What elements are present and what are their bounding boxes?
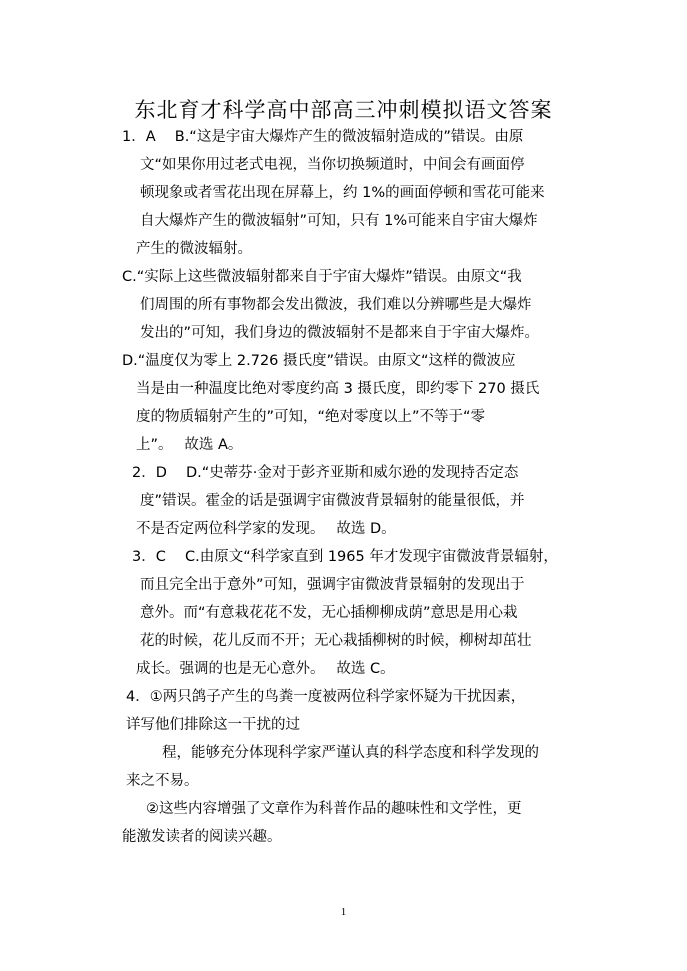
answer-1d-line-2: 当是由一种温度比绝对零度约高 3 摄氏度，即约零下 270 摄氏 <box>136 381 540 397</box>
page-number: 1 <box>340 906 347 918</box>
answer-1c-line-3: 发出的”可知，我们身边的微波辐射不是都来自于宇宙大爆炸。 <box>140 325 540 341</box>
answer-1-line-4: 自大爆炸产生的微波辐射”可知，只有 1%可能来自宇宙大爆炸 <box>140 213 538 229</box>
document-title: 东北育才科学高中部高三冲刺模拟语文答案 <box>134 98 553 122</box>
answer-1-line-2: 文“如果你用过老式电视，当你切换频道时，中间会有画面停 <box>140 157 525 173</box>
answer-1d-line-4: 上”。 故选 A。 <box>136 437 243 453</box>
answer-4-line-5: ②这些内容增强了文章作为科普作品的趣味性和文学性，更 <box>146 801 522 817</box>
answer-4-line-1: 4．①两只鸽子产生的鸟粪一度被两位科学家怀疑为干扰因素， <box>126 689 526 705</box>
answer-1d-line-1: D.“温度仅为零上 2.726 摄氏度”错误。由原文“这样的微波应 <box>122 353 516 369</box>
answer-1-line-3: 顿现象或者雪花出现在屏幕上，约 1%的画面停顿和雪花可能来 <box>140 185 545 201</box>
answer-1-line-5: 产生的微波辐射。 <box>136 241 252 257</box>
answer-4-line-2: 详写他们排除这一干扰的过 <box>126 717 300 733</box>
answer-3-line-1: 3．C C.由原文“科学家直到 1965 年才发现宇宙微波背景辐射， <box>132 549 558 565</box>
answer-1c-line-2: 们周围的所有事物都会发出微波，我们难以分辨哪些是大爆炸 <box>140 297 532 313</box>
answer-4-line-4: 来之不易。 <box>126 773 199 789</box>
answer-3-line-2: 而且完全出于意外”可知，强调宇宙微波背景辐射的发现出于 <box>140 577 525 593</box>
answer-4-line-6: 能激发读者的阅读兴趣。 <box>122 829 282 845</box>
answer-3-line-5: 成长。强调的也是无心意外。 故选 C。 <box>136 661 395 677</box>
answer-1-line-1: 1．A B.“这是宇宙大爆炸产生的微波辐射造成的”错误。由原 <box>122 129 524 145</box>
answer-4-line-3: 程，能够充分体现科学家严谨认真的科学态度和科学发现的 <box>162 745 539 761</box>
answer-3-line-3: 意外。而“有意栽花花不发，无心插柳柳成荫”意思是用心栽 <box>140 605 518 621</box>
answer-2-line-2: 度”错误。霍金的话是强调宇宙微波背景辐射的能量很低，并 <box>140 493 525 509</box>
answer-3-line-4: 花的时候，花儿反而不开；无心栽插柳树的时候，柳树却茁壮 <box>140 633 532 649</box>
answer-2-line-3: 不是否定两位科学家的发现。 故选 D。 <box>136 521 396 537</box>
answer-2-line-1: 2．D D.“史蒂芬·金对于彭齐亚斯和威尔逊的发现持否定态 <box>132 465 519 481</box>
answer-1c-line-1: C.“实际上这些微波辐射都来自于宇宙大爆炸”错误。由原文“我 <box>122 269 522 285</box>
answer-1d-line-3: 度的物质辐射产生的”可知，“绝对零度以上”不等于“零 <box>136 409 486 425</box>
